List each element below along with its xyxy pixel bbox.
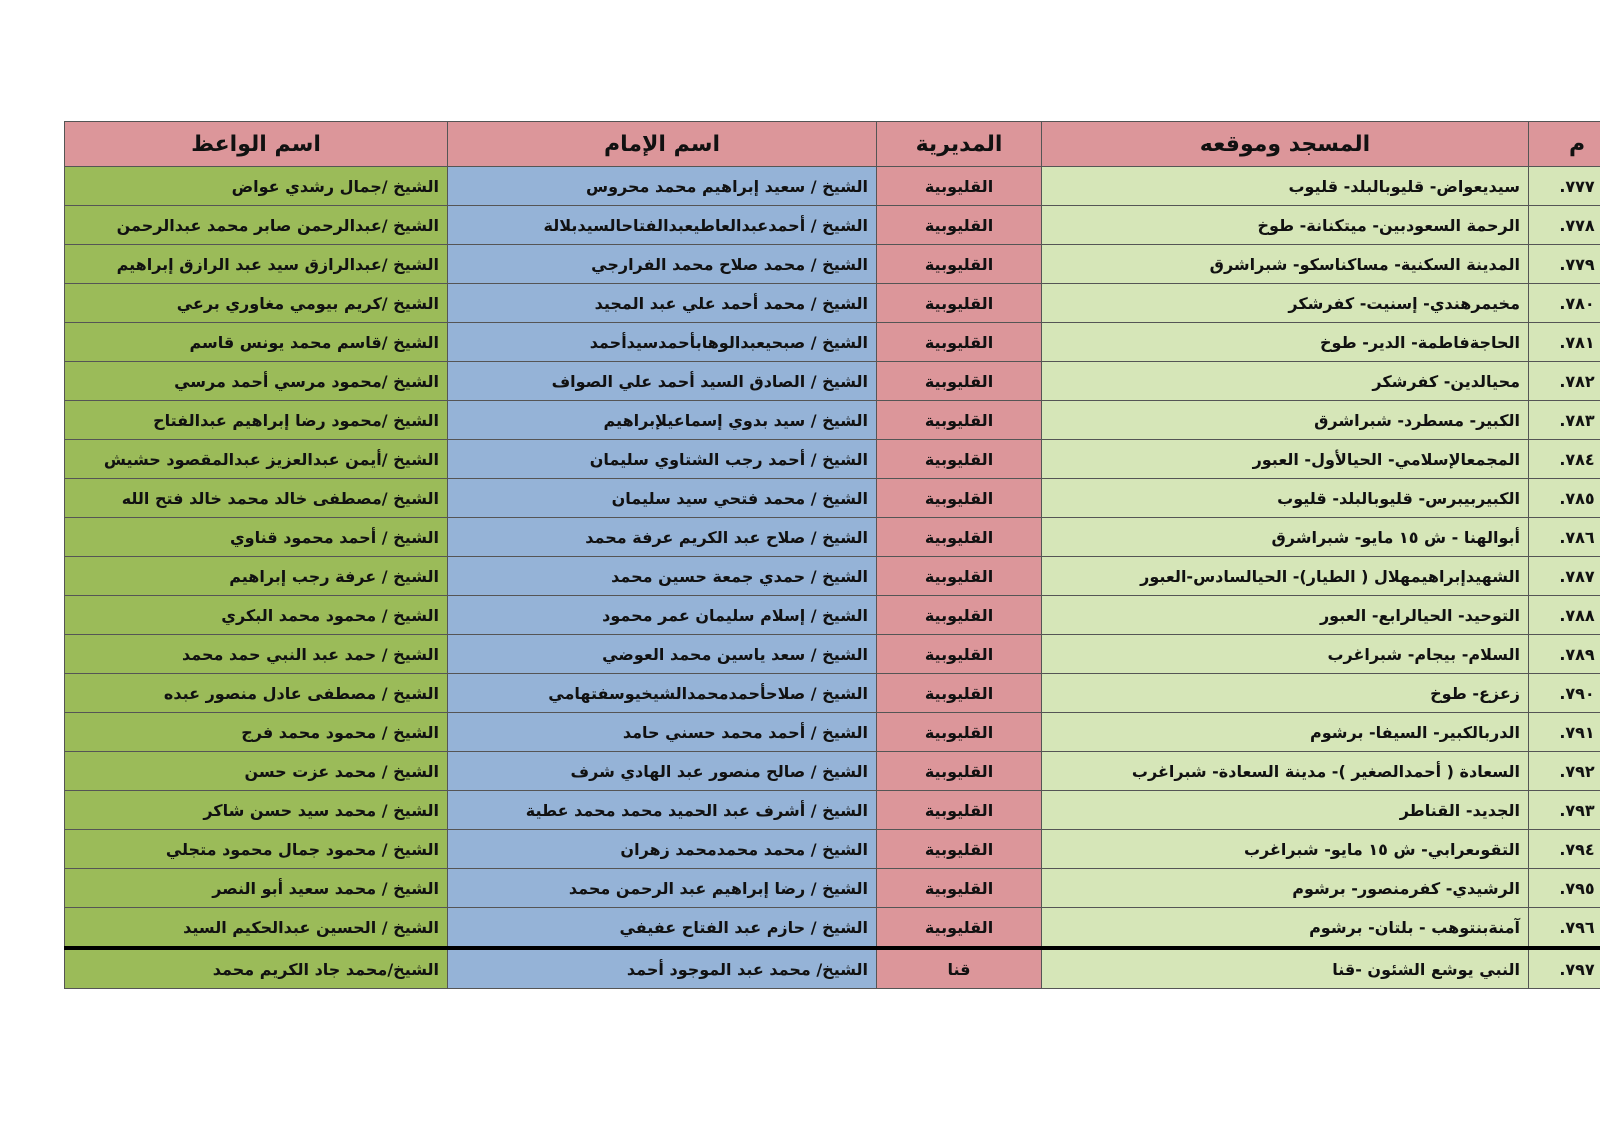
row-num: ٧٩٢. [1529, 752, 1600, 791]
imam-cell: الشيخ / أحمدعبدالعاطيعبدالفتاحالسيدبلالة [448, 206, 877, 245]
imam-cell: الشيخ / محمد فتحي سيد سليمان [448, 479, 877, 518]
row-num: ٧٨٦. [1529, 518, 1600, 557]
imam-cell: الشيخ / سعيد إبراهيم محمد محروس [448, 167, 877, 206]
preacher-cell: الشيخ / مصطفى عادل منصور عبده [65, 674, 448, 713]
preacher-cell: الشيخ / الحسين عبدالحكيم السيد [65, 908, 448, 949]
table-row [65, 167, 1600, 206]
imam-cell: الشيخ / محمد صلاح محمد الفرارجي [448, 245, 877, 284]
roster-body [65, 167, 1600, 989]
row-num: ٧٧٩. [1529, 245, 1600, 284]
directorate-cell: القليوبية [877, 596, 1042, 635]
imam-cell: الشيخ / الصادق السيد أحمد علي الصواف [448, 362, 877, 401]
directorate-cell: القليوبية [877, 440, 1042, 479]
table-row [65, 362, 1600, 401]
table-row [65, 752, 1600, 791]
mosque-cell: السلام- بيجام- شبراغرب [1042, 635, 1529, 674]
imam-cell: الشيخ/ محمد عبد الموجود أحمد [448, 948, 877, 989]
imam-cell: الشيخ / أشرف عبد الحميد محمد محمد عطية [448, 791, 877, 830]
table-row [65, 869, 1600, 908]
mosque-cell: الرحمة السعودبين- ميتكنانة- طوخ [1042, 206, 1529, 245]
directorate-cell: القليوبية [877, 167, 1042, 206]
table-row [65, 206, 1600, 245]
row-num: ٧٨١. [1529, 323, 1600, 362]
imam-cell: الشيخ / حمدي جمعة حسين محمد [448, 557, 877, 596]
table-row [65, 948, 1600, 989]
imam-cell: الشيخ / صلاحأحمدمحمدالشيخيوسفتهامي [448, 674, 877, 713]
preacher-cell: الشيخ /محمود مرسي أحمد مرسي [65, 362, 448, 401]
preacher-cell: الشيخ / محمد سيد حسن شاكر [65, 791, 448, 830]
directorate-cell: القليوبية [877, 479, 1042, 518]
row-num: ٧٨٢. [1529, 362, 1600, 401]
directorate-cell: القليوبية [877, 362, 1042, 401]
table-row [65, 401, 1600, 440]
imam-cell: الشيخ / محمد محمدمحمد زهران [448, 830, 877, 869]
preacher-cell: الشيخ / محمد سعيد أبو النصر [65, 869, 448, 908]
mosque-cell: سيديعواض- قليوبالبلد- قليوب [1042, 167, 1529, 206]
header-mosque: المسجد وموقعه [1042, 122, 1529, 167]
preacher-cell: الشيخ /عبدالرحمن صابر محمد عبدالرحمن [65, 206, 448, 245]
imam-cell: الشيخ / سعد ياسين محمد العوضي [448, 635, 877, 674]
preacher-cell: الشيخ /جمال رشدي عواض [65, 167, 448, 206]
mosque-cell: الكبير- مسطرد- شبراشرق [1042, 401, 1529, 440]
directorate-cell: القليوبية [877, 323, 1042, 362]
mosque-cell: زعزع- طوخ [1042, 674, 1529, 713]
row-num: ٧٧٧. [1529, 167, 1600, 206]
preacher-cell: الشيخ /محمود رضا إبراهيم عبدالفتاح [65, 401, 448, 440]
row-num: ٧٨٠. [1529, 284, 1600, 323]
mosque-cell: آمنةبنتوهب - بلتان- برشوم [1042, 908, 1529, 949]
directorate-cell: القليوبية [877, 206, 1042, 245]
directorate-cell: القليوبية [877, 908, 1042, 949]
header-num: م [1529, 122, 1600, 167]
row-num: ٧٨٩. [1529, 635, 1600, 674]
mosque-cell: الجديد- القناطر [1042, 791, 1529, 830]
table-row [65, 284, 1600, 323]
header-preacher: اسم الواعظ [65, 122, 448, 167]
imam-cell: الشيخ / حازم عبد الفتاح عفيفي [448, 908, 877, 949]
directorate-cell: القليوبية [877, 518, 1042, 557]
directorate-cell: القليوبية [877, 401, 1042, 440]
table-row [65, 830, 1600, 869]
directorate-cell: القليوبية [877, 284, 1042, 323]
roster-table [64, 121, 1600, 989]
row-num: ٧٧٨. [1529, 206, 1600, 245]
header-directorate: المديرية [877, 122, 1042, 167]
imam-cell: الشيخ / صلاح عبد الكريم عرفة محمد [448, 518, 877, 557]
mosque-cell: مخيمرهندي- إسنيت- كفرشكر [1042, 284, 1529, 323]
mosque-cell: النبي يوشع الشئون -قنا [1042, 948, 1529, 989]
table-row [65, 323, 1600, 362]
row-num: ٧٨٧. [1529, 557, 1600, 596]
directorate-cell: القليوبية [877, 869, 1042, 908]
row-num: ٧٩٤. [1529, 830, 1600, 869]
preacher-cell: الشيخ / حمد عبد النبي حمد محمد [65, 635, 448, 674]
imam-cell: الشيخ / صبحيعبدالوهابأحمدسيدأحمد [448, 323, 877, 362]
row-num: ٧٨٥. [1529, 479, 1600, 518]
mosque-cell: محيالدين- كفرشكر [1042, 362, 1529, 401]
row-num: ٧٩٧. [1529, 948, 1600, 989]
table-row [65, 518, 1600, 557]
row-num: ٧٩٦. [1529, 908, 1600, 949]
row-num: ٧٩٠. [1529, 674, 1600, 713]
mosque-cell: التوحيد- الحيالرابع- العبور [1042, 596, 1529, 635]
imam-cell: الشيخ / إسلام سليمان عمر محمود [448, 596, 877, 635]
imam-cell: الشيخ / صالح منصور عبد الهادي شرف [448, 752, 877, 791]
preacher-cell: الشيخ / محمود محمد فرج [65, 713, 448, 752]
preacher-cell: الشيخ /قاسم محمد يونس قاسم [65, 323, 448, 362]
directorate-cell: القليوبية [877, 713, 1042, 752]
row-num: ٧٩٥. [1529, 869, 1600, 908]
preacher-cell: الشيخ /أيمن عبدالعزيز عبدالمقصود حشيش [65, 440, 448, 479]
table-row [65, 674, 1600, 713]
preacher-cell: الشيخ / محمود جمال محمود متجلي [65, 830, 448, 869]
preacher-cell: الشيخ /كريم بيومي مغاوري برعي [65, 284, 448, 323]
mosque-cell: الكبيربيبرس- قليوبالبلد- قليوب [1042, 479, 1529, 518]
imam-cell: الشيخ / أحمد رجب الشتاوي سليمان [448, 440, 877, 479]
directorate-cell: القليوبية [877, 830, 1042, 869]
table-row [65, 908, 1600, 949]
table-row [65, 245, 1600, 284]
mosque-cell: الرشيدي- كفرمنصور- برشوم [1042, 869, 1529, 908]
mosque-cell: المدينة السكنية- مساكناسكو- شبراشرق [1042, 245, 1529, 284]
imam-cell: الشيخ / محمد أحمد علي عبد المجيد [448, 284, 877, 323]
roster-sheet [64, 121, 1595, 989]
mosque-cell: السعادة ( أحمدالصغير )- مدينة السعادة- شبراغرب [1042, 752, 1529, 791]
directorate-cell: القليوبية [877, 245, 1042, 284]
imam-cell: الشيخ / أحمد محمد حسني حامد [448, 713, 877, 752]
table-row [65, 479, 1600, 518]
row-num: ٧٩٣. [1529, 791, 1600, 830]
table-row [65, 557, 1600, 596]
preacher-cell: الشيخ/محمد جاد الكريم محمد [65, 948, 448, 989]
preacher-cell: الشيخ /مصطفى خالد محمد خالد فتح الله [65, 479, 448, 518]
table-row [65, 791, 1600, 830]
preacher-cell: الشيخ / عرفة رجب إبراهيم [65, 557, 448, 596]
imam-cell: الشيخ / رضا إبراهيم عبد الرحمن محمد [448, 869, 877, 908]
directorate-cell: قنا [877, 948, 1042, 989]
mosque-cell: أبوالهنا - ش ١٥ مايو- شبراشرق [1042, 518, 1529, 557]
mosque-cell: الدربالكبير- السيفا- برشوم [1042, 713, 1529, 752]
directorate-cell: القليوبية [877, 635, 1042, 674]
preacher-cell: الشيخ / محمد عزت حسن [65, 752, 448, 791]
mosque-cell: التقوىعرابي- ش ١٥ مايو- شبراغرب [1042, 830, 1529, 869]
header-imam: اسم الإمام [448, 122, 877, 167]
mosque-cell: الحاجةفاطمة- الدير- طوخ [1042, 323, 1529, 362]
row-num: ٧٨٤. [1529, 440, 1600, 479]
table-row [65, 596, 1600, 635]
header-row [65, 122, 1600, 167]
table-row [65, 713, 1600, 752]
directorate-cell: القليوبية [877, 557, 1042, 596]
directorate-cell: القليوبية [877, 752, 1042, 791]
preacher-cell: الشيخ /عبدالرازق سيد عبد الرازق إبراهيم [65, 245, 448, 284]
imam-cell: الشيخ / سيد بدوي إسماعيلإبراهيم [448, 401, 877, 440]
table-row [65, 635, 1600, 674]
row-num: ٧٨٣. [1529, 401, 1600, 440]
preacher-cell: الشيخ / أحمد محمود قناوي [65, 518, 448, 557]
directorate-cell: القليوبية [877, 791, 1042, 830]
row-num: ٧٨٨. [1529, 596, 1600, 635]
directorate-cell: القليوبية [877, 674, 1042, 713]
row-num: ٧٩١. [1529, 713, 1600, 752]
table-row [65, 440, 1600, 479]
preacher-cell: الشيخ / محمود محمد البكري [65, 596, 448, 635]
mosque-cell: المجمعالإسلامي- الحيالأول- العبور [1042, 440, 1529, 479]
mosque-cell: الشهيدإبراهيمهلال ( الطيار)- الحيالسادس-العبور [1042, 557, 1529, 596]
